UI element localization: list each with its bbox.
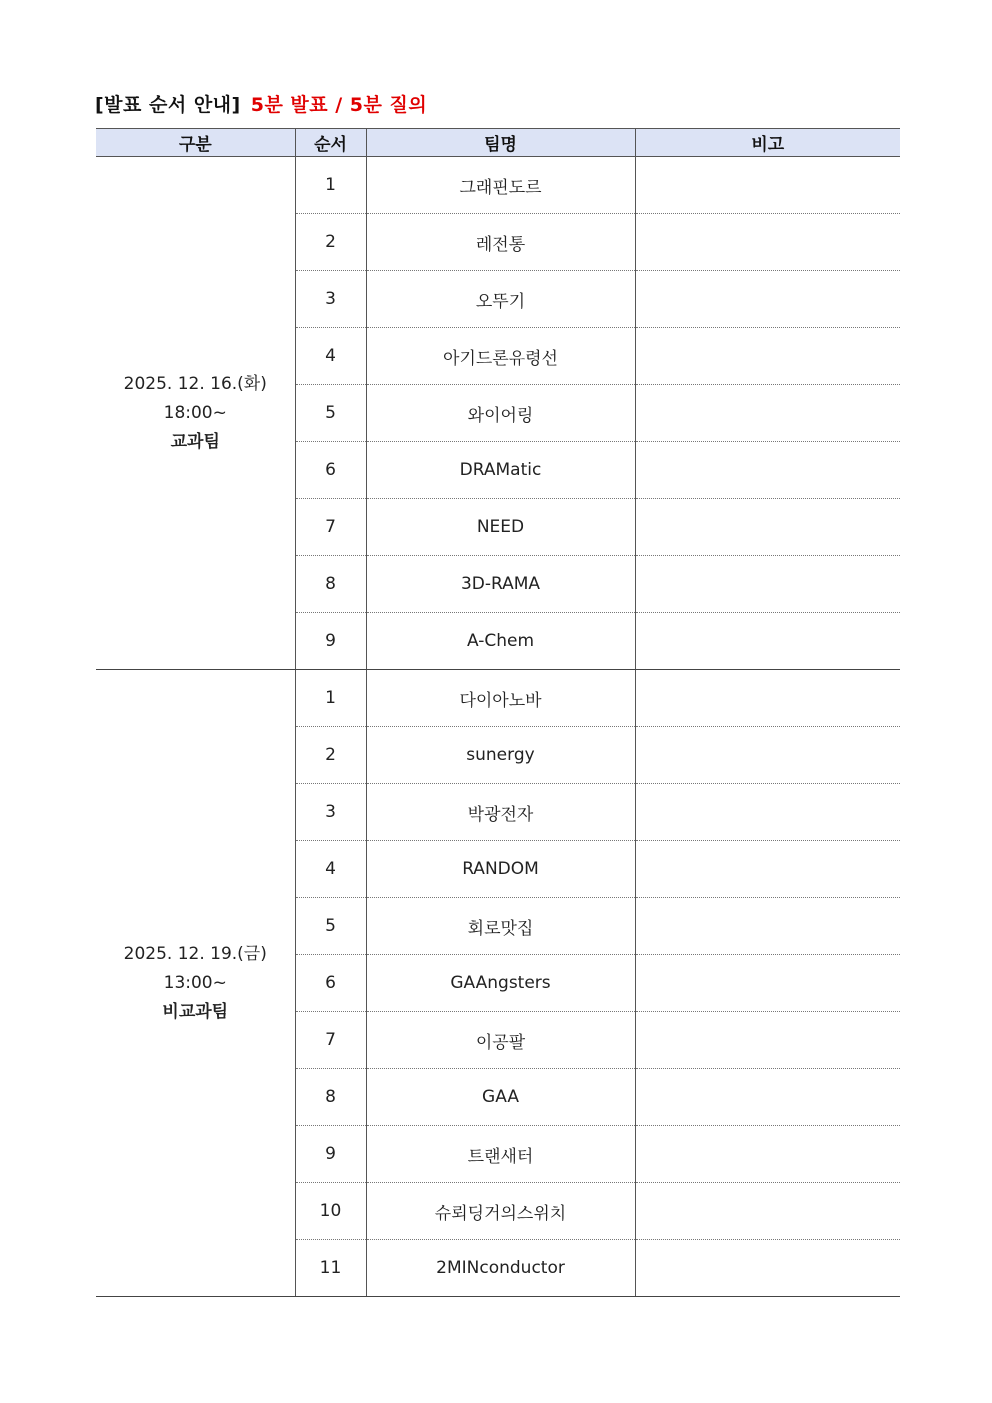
order-cell: 5 <box>295 898 366 955</box>
team-name-cell: 박광전자 <box>366 784 635 841</box>
header-team-name: 팀명 <box>366 129 635 157</box>
remarks-cell <box>635 613 900 670</box>
table-header-row <box>96 129 900 157</box>
order-cell: 6 <box>295 955 366 1012</box>
header-category: 구분 <box>96 129 295 157</box>
team-name-cell: 트랜새터 <box>366 1126 635 1183</box>
remarks-cell <box>635 1183 900 1240</box>
order-cell: 8 <box>295 1069 366 1126</box>
remarks-cell <box>635 898 900 955</box>
remarks-cell <box>635 328 900 385</box>
remarks-cell <box>635 1012 900 1069</box>
team-name-cell: 오뚜기 <box>366 271 635 328</box>
order-cell: 5 <box>295 385 366 442</box>
group-date: 2025. 12. 16.(화) <box>123 373 267 394</box>
team-name-cell: 회로맛집 <box>366 898 635 955</box>
remarks-cell <box>635 784 900 841</box>
team-name-cell: sunergy <box>366 727 635 784</box>
remarks-cell <box>635 442 900 499</box>
remarks-cell <box>635 385 900 442</box>
title-highlight: 5분 발표 / 5분 질의 <box>250 94 428 116</box>
group-time: 18:00~ <box>163 402 227 423</box>
presentation-order-table <box>96 128 900 1297</box>
team-name-cell: 와이어링 <box>366 385 635 442</box>
table-row <box>96 157 900 214</box>
remarks-cell <box>635 271 900 328</box>
header-order: 순서 <box>295 129 366 157</box>
order-cell: 3 <box>295 271 366 328</box>
order-cell: 6 <box>295 442 366 499</box>
remarks-cell <box>635 727 900 784</box>
team-name-cell: 레전통 <box>366 214 635 271</box>
team-name-cell: 그래핀도르 <box>366 157 635 214</box>
team-name-cell: RANDOM <box>366 841 635 898</box>
order-cell: 7 <box>295 499 366 556</box>
header-remarks: 비고 <box>635 129 900 157</box>
order-cell: 2 <box>295 214 366 271</box>
order-cell: 4 <box>295 841 366 898</box>
order-cell: 1 <box>295 670 366 727</box>
order-cell: 10 <box>295 1183 366 1240</box>
order-cell: 2 <box>295 727 366 784</box>
order-cell: 9 <box>295 1126 366 1183</box>
order-cell: 3 <box>295 784 366 841</box>
remarks-cell <box>635 1069 900 1126</box>
group-cell <box>96 670 295 1297</box>
remarks-cell <box>635 955 900 1012</box>
order-cell: 4 <box>295 328 366 385</box>
remarks-cell <box>635 157 900 214</box>
team-name-cell: 이공팔 <box>366 1012 635 1069</box>
team-name-cell: A-Chem <box>366 613 635 670</box>
remarks-cell <box>635 1240 900 1297</box>
table-row <box>96 670 900 727</box>
remarks-cell <box>635 499 900 556</box>
remarks-cell <box>635 214 900 271</box>
group-date: 2025. 12. 19.(금) <box>123 943 267 964</box>
order-cell: 7 <box>295 1012 366 1069</box>
team-name-cell: GAA <box>366 1069 635 1126</box>
team-name-cell: 아기드론유령선 <box>366 328 635 385</box>
team-name-cell: 2MINconductor <box>366 1240 635 1297</box>
title-prefix: [발표 순서 안내] <box>95 94 241 116</box>
order-cell: 1 <box>295 157 366 214</box>
team-name-cell: DRAMatic <box>366 442 635 499</box>
remarks-cell <box>635 556 900 613</box>
group-team-type: 비교과팀 <box>162 1001 229 1022</box>
team-name-cell: GAAngsters <box>366 955 635 1012</box>
group-team-type: 교과팀 <box>170 431 220 452</box>
team-name-cell: 다이아노바 <box>366 670 635 727</box>
remarks-cell <box>635 841 900 898</box>
order-cell: 8 <box>295 556 366 613</box>
group-cell <box>96 157 295 670</box>
team-name-cell: 슈뢰딩거의스위치 <box>366 1183 635 1240</box>
remarks-cell <box>635 1126 900 1183</box>
team-name-cell: 3D-RAMA <box>366 556 635 613</box>
order-cell: 11 <box>295 1240 366 1297</box>
team-name-cell: NEED <box>366 499 635 556</box>
table-body <box>96 157 900 1297</box>
document-title <box>95 90 427 117</box>
order-cell: 9 <box>295 613 366 670</box>
group-time: 13:00~ <box>163 972 227 993</box>
remarks-cell <box>635 670 900 727</box>
